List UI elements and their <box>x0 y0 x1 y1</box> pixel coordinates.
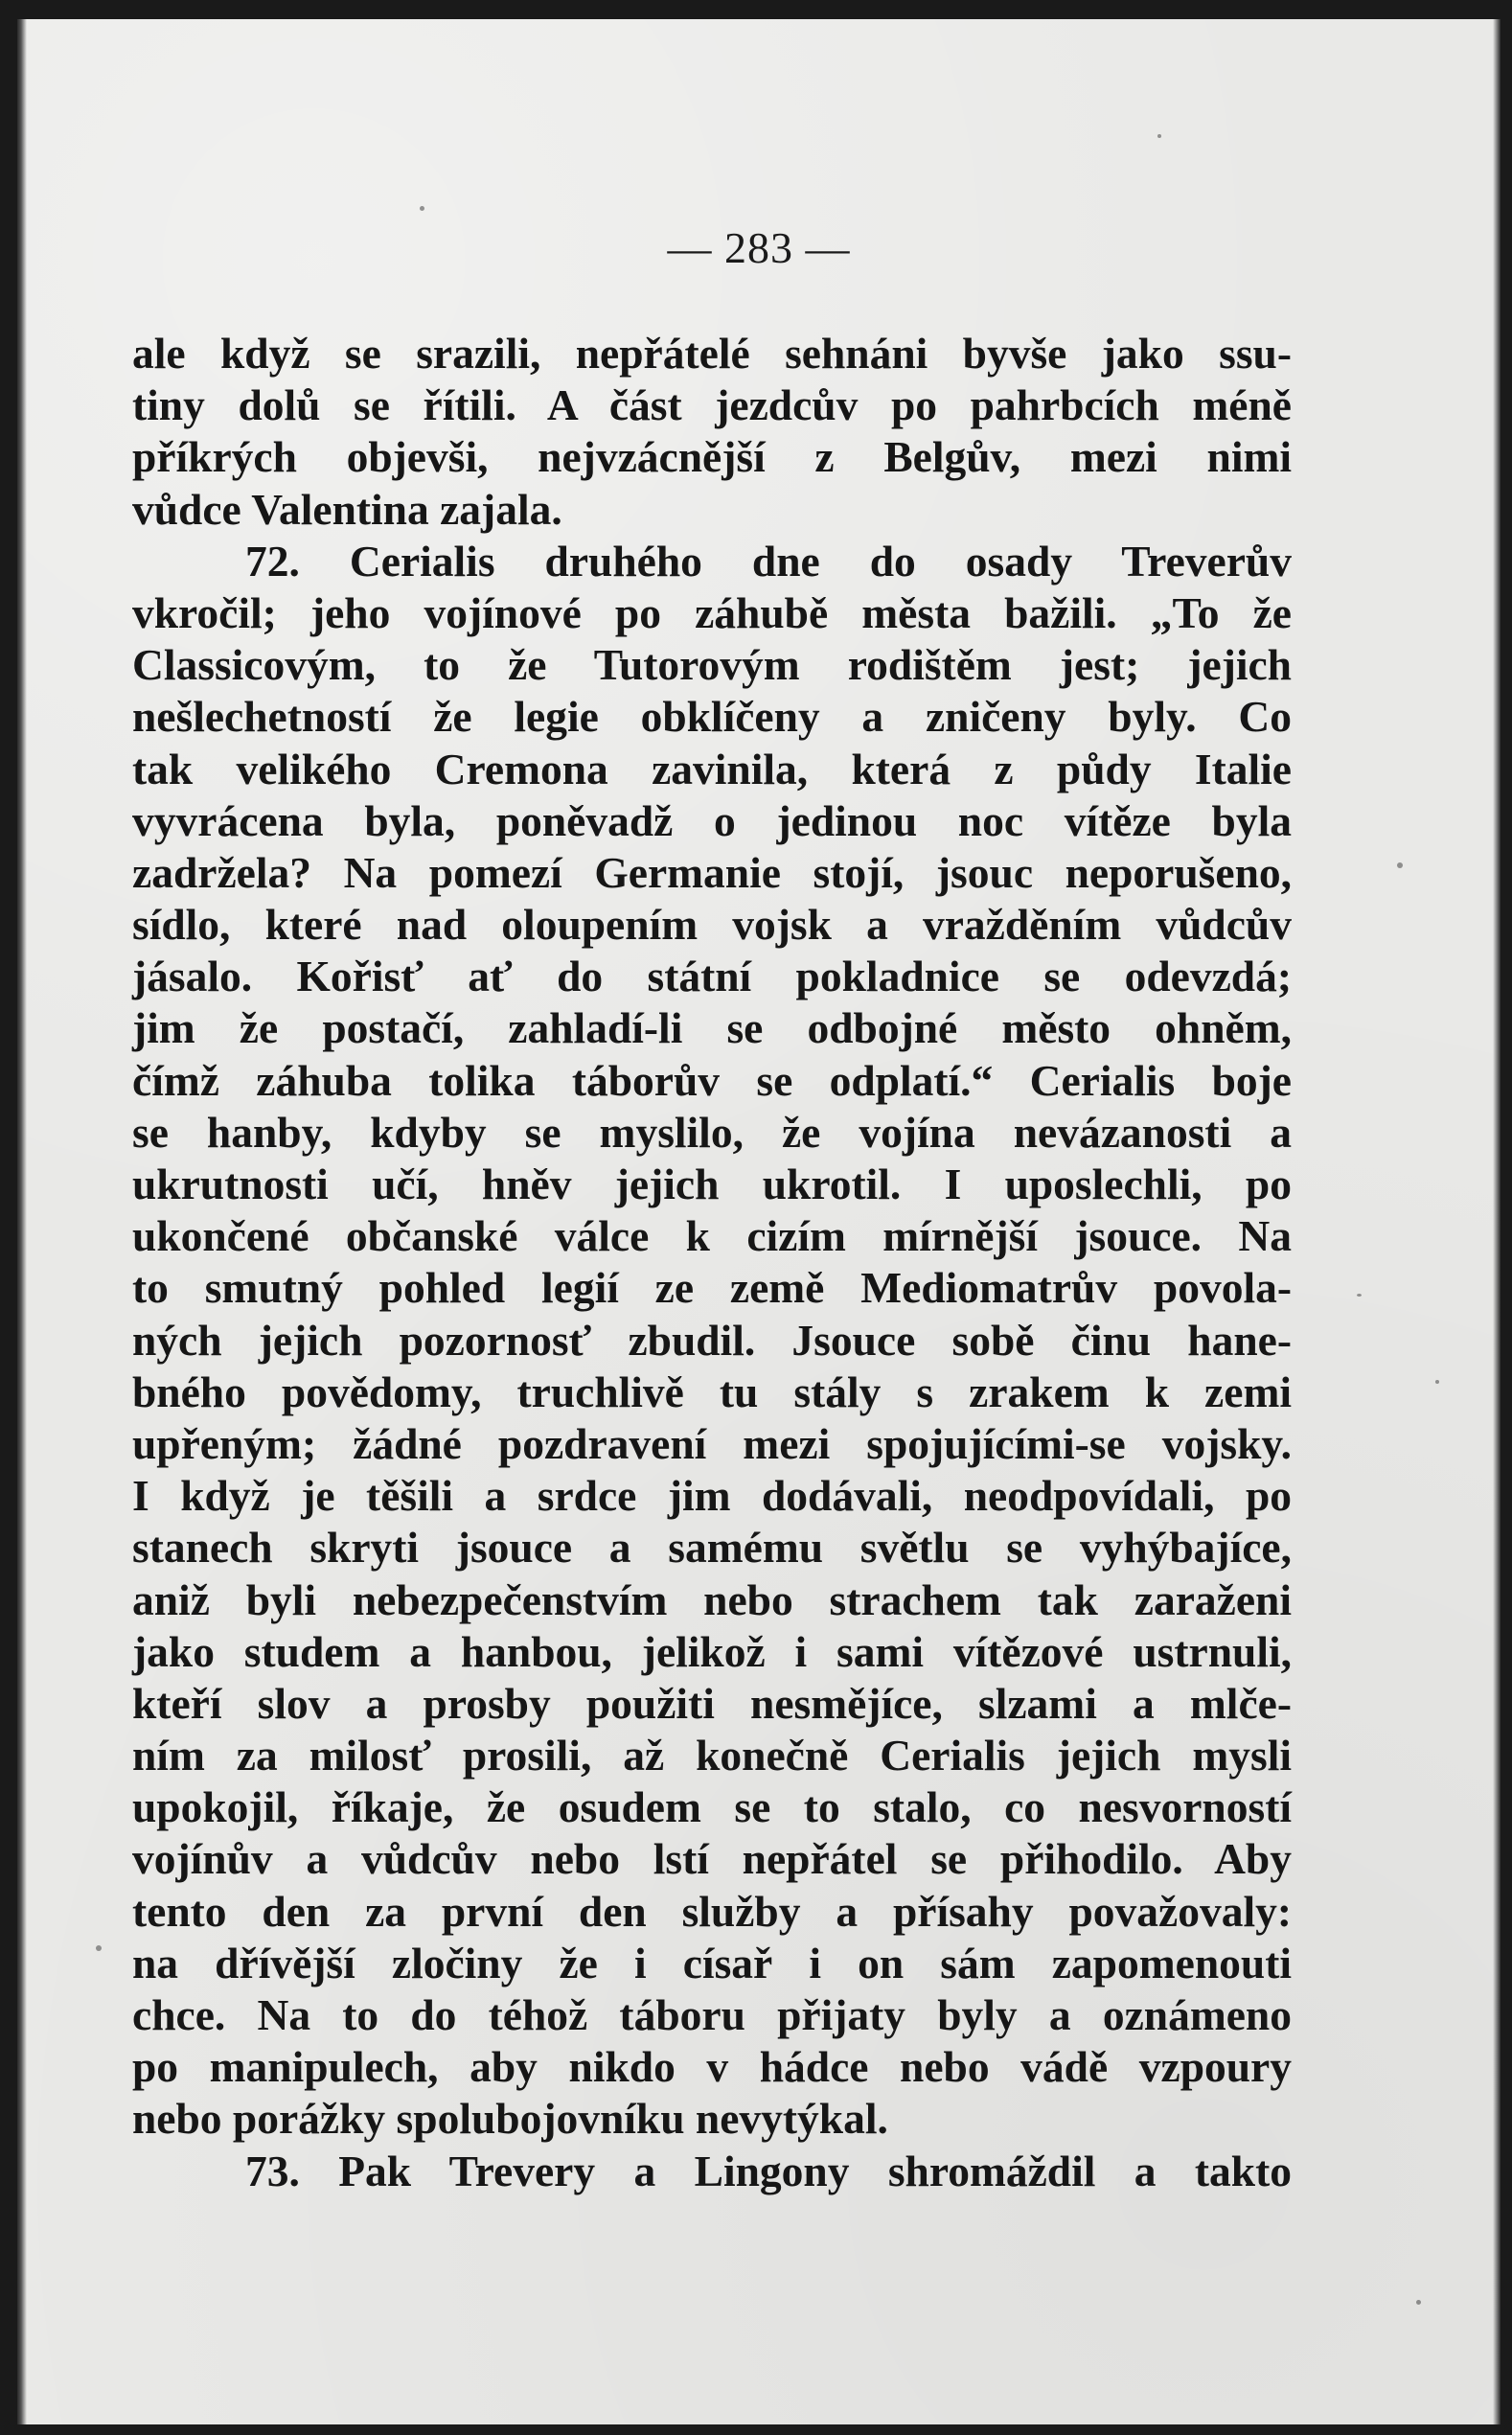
text-line: Classicovým, to že Tutorovým rodištěm jest; jejich <box>132 640 1292 690</box>
text-line: se hanby, kdyby se myslilo, že vojína nevázanosti a <box>132 1107 1292 1157</box>
text-line: po manipulech, aby nikdo v hádce nebo vádě vzpoury <box>132 2042 1292 2092</box>
text-line: ukrutnosti učí, hněv jejich ukrotil. I uposlechli, po <box>132 1160 1292 1208</box>
paragraph-73-start: 73. Pak Trevery a Lingony shromáždil a takto <box>245 2146 1292 2195</box>
text-line: zadržela? Na pomezí Germanie stojí, jsouc neporušeno, <box>132 847 1292 897</box>
text-line: ale když se srazili, nepřátelé sehnáni byvše jako ssu- <box>132 329 1292 378</box>
text-line: jako studem a hanbou, jelikož i sami vítězové ustrnuli, <box>132 1626 1292 1676</box>
text-line: vůdce Valentina zajala. <box>132 484 562 534</box>
text-line: na dřívější zločiny že i císař i on sám zapomenouti <box>132 1938 1292 1987</box>
text-line: sídlo, které nad oloupením vojsk a vražděním vůdcův <box>132 900 1292 950</box>
body-text <box>132 328 1292 2197</box>
text-line: příkrých objevši, nejvzácnější z Belgův, mezi nimi <box>132 432 1292 482</box>
text-line: stanech skryti jsouce a samému světlu se vyhýbajíce, <box>132 1523 1292 1573</box>
text-line: ných jejich pozornosť zbudil. Jsouce sobě činu hane- <box>132 1315 1292 1365</box>
text-line: tiny dolů se řítili. A část jezdcův po pahrbcích méně <box>132 380 1292 430</box>
text-line: tak velikého Cremona zavinila, která z půdy Italie <box>132 744 1292 793</box>
text-line: čímž záhuba tolika táborův se odplatí.“ Cerialis boje <box>132 1055 1292 1105</box>
text-line: kteří slov a prosby použiti nesmějíce, slzami a mlče- <box>132 1678 1292 1728</box>
text-line: tento den za první den služby a přísahy považovaly: <box>132 1886 1292 1936</box>
page-number: — 283 — <box>667 223 851 272</box>
text-line: vyvrácena byla, poněvadž o jedinou noc vítěze byla <box>132 795 1292 845</box>
text-line: nebo porážky spolubojovníku nevytýkal. <box>132 2094 888 2144</box>
text-line: to smutný pohled legií ze země Mediomatrův povola- <box>132 1263 1292 1313</box>
book-page <box>17 19 1501 2424</box>
page-edge-shadow <box>1493 19 1501 2424</box>
page-binding-shadow <box>17 19 27 2424</box>
text-line: vkročil; jeho vojínové po záhubě města bažili. „To že <box>132 587 1292 637</box>
text-line: aniž byli nebezpečenstvím nebo strachem tak zaraženi <box>132 1574 1292 1624</box>
text-line: chce. Na to do téhož táboru přijaty byly a oznámeno <box>132 1990 1292 2039</box>
text-line: upřeným; žádné pozdravení mezi spojujícími-se vojsky. <box>132 1418 1292 1468</box>
text-line: upokojil, říkaje, že osudem se to stalo, co nesvorností <box>132 1782 1292 1832</box>
text-line: bného povědomy, truchlivě tu stály s zrakem k zemi <box>132 1367 1292 1416</box>
text-line: ukončené občanské válce k cizím mírnější jsouce. Na <box>132 1211 1292 1261</box>
text-line: nešlechetností že legie obklíčeny a zničeny byly. Co <box>132 692 1292 742</box>
text-line: I když je těšili a srdce jim dodávali, neodpovídali, po <box>132 1471 1292 1521</box>
text-line: vojínův a vůdcův nebo lstí nepřátel se přihodilo. Aby <box>132 1834 1292 1884</box>
text-line: jim že postačí, zahladí-li se odbojné město ohněm, <box>132 1003 1292 1053</box>
text-line: jásalo. Kořisť ať do státní pokladnice se odevzdá; <box>132 952 1292 1001</box>
paragraph-72-start: 72. Cerialis druhého dne do osady Treverův <box>245 536 1292 586</box>
text-line: ním za milosť prosili, až konečně Cerialis jejich mysli <box>132 1731 1292 1780</box>
